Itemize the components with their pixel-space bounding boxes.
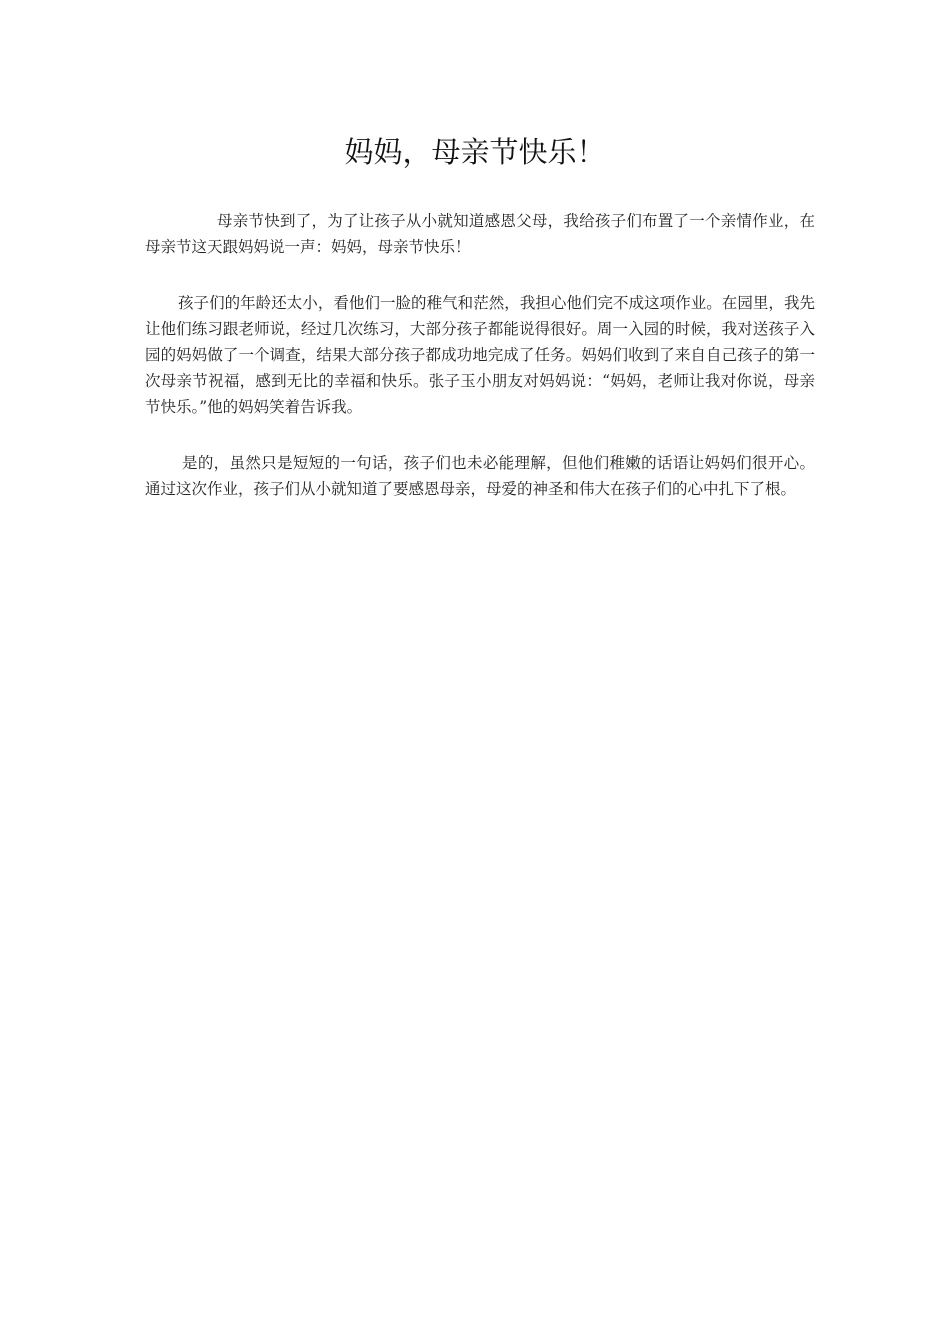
paragraph-conclusion: 是的，虽然只是短短的一句话，孩子们也未必能理解，但他们稚嫩的话语让妈妈们很开心。通过这次作业，孩子们从小就知道了要感恩母亲，母爱的神圣和伟大在孩子们的心中扎下了根。 [145,454,815,498]
document-title: 妈妈，母亲节快乐！ [344,135,606,169]
paragraph-body: 孩子们的年龄还太小，看他们一脸的稚气和茫然，我担心他们完不成这项作业。在园里，我先让他们练习跟老师说，经过几次练习，大部分孩子都能说得很好。周一入园的时候，我对送孩子入园的妈妈做了一个调查，结果大部分孩子都成功地完成了任务。妈妈们收到了来自自己孩子的第一次母亲节祝福，感到无比的幸福和快乐。张子玉小朋友对妈妈说：“妈妈，老师让我对你说，母亲节快乐。”他的妈妈笑着告诉我。 [145,294,815,416]
paragraph-intro: 母亲节快到了，为了让孩子从小就知道感恩父母，我给孩子们布置了一个亲情作业，在母亲节这天跟妈妈说一声：妈妈，母亲节快乐！ [145,212,815,256]
